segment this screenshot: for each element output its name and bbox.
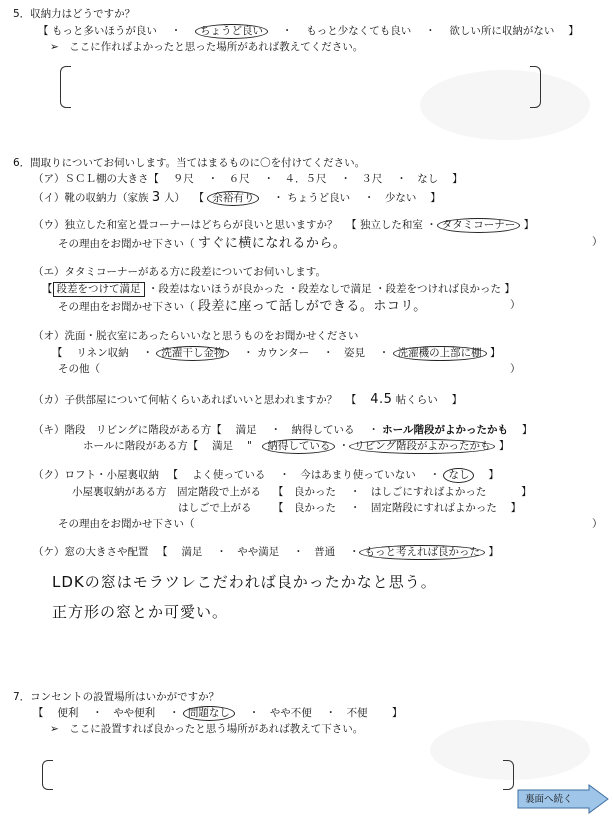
q6-a-opt-6[interactable]: ６尺: [228, 173, 250, 185]
q6-a-opt-45[interactable]: ４．５尺: [284, 173, 327, 185]
q5-title: 5．収納力はどうですか？: [13, 8, 136, 20]
q6-e-opt-step-better[interactable]: 段差をつければ良かった: [385, 283, 502, 295]
q6-ku-row3-options: 【 良かった ・ 固定階段にすればよかった 】: [273, 502, 522, 514]
q6-e-opt-no-step-satisfied[interactable]: 段差なしで満足: [298, 283, 372, 295]
q6-e-reason-row: その理由をお聞かせ下さい（ 段差に座って話しができる。ホコリ。: [58, 299, 427, 314]
q6-e-opt-step-satisfied-selected[interactable]: 段差をつけて満足: [53, 282, 145, 297]
q6-o-opt-linen[interactable]: リネン収納: [76, 347, 129, 359]
q6-ke-handwritten-line2: 正方形の窓とか可愛い。: [52, 603, 229, 621]
q5-answer-box-right: [530, 66, 541, 108]
q6-u-reason-close: ）: [592, 236, 603, 248]
q6-ki2-opt-accepting-selected[interactable]: 納得している: [262, 439, 335, 454]
q6-u-row: （ウ）独立した和室と畳コーナーはどちらが良いと思いますか？ 【 独立した和室 ・ タタミコーナー 】: [33, 219, 535, 231]
q6-ku-row2-options: 【 良かった ・ はしごにすればよかった 】: [273, 486, 532, 498]
q5-option-just-right-selected[interactable]: ちょうど良い: [195, 24, 268, 39]
q6-ka-row: （カ）子供部屋について何帖くらいあればいいと思われますか？ 【 4.5 帖くらい 】: [33, 392, 463, 407]
q7-answer-box-right: [503, 760, 514, 790]
q7-opt-somewhat-inconvenient[interactable]: やや不便: [269, 707, 312, 719]
q6-ki-opt-accepting[interactable]: 納得している: [291, 424, 355, 436]
q5-option-less[interactable]: もっと少なくても良い: [306, 25, 412, 37]
q6-ki-row2: ホールに階段がある方【 満足 " 納得している ・ リビング階段がよかったかも 】: [83, 440, 510, 452]
q6-o-other: その他（: [58, 363, 100, 375]
q6-o-opt-mirror[interactable]: 姿見: [343, 347, 365, 359]
q5-option-more[interactable]: もっと多いほうが良い: [51, 25, 157, 37]
q5-sub-question: ➢ ここに作ればよかったと思った場所があれば教えてください。: [50, 41, 364, 53]
q6-ke-row: （ケ）窓の大きさや配置 【 満足 ・ やや満足 ・ 普通 ・ もっと考えれば良かった 】: [33, 546, 499, 558]
q7-opt-somewhat-convenient[interactable]: やや便利: [113, 707, 156, 719]
q6-e-options: 【 段差をつけて満足 ・段差はないほうが良かった ・段差なしで満足 ・段差をつければ良かった 】: [42, 283, 515, 295]
q6-ku-opt-none-selected[interactable]: なし: [443, 468, 474, 483]
q6-u-reason-row: その理由をお聞かせ下さい（ すぐに横になれるから。: [58, 236, 347, 251]
q6-ku-reason-close: ）: [592, 518, 603, 530]
q6-ku-row2: 小屋裏収納がある方 固定階段で上がる: [72, 486, 261, 498]
q6-ku3-opt-fixed[interactable]: 固定階段にすればよかった: [370, 502, 497, 514]
q6-o-other-close: ）: [510, 363, 521, 375]
q6-i-row: （イ）靴の収納力（家族 3 人） 【 余裕有り ・ ちょうど良い ・ 少ない 】: [33, 190, 441, 205]
q6-ki-opt-satisfied[interactable]: 満足: [235, 424, 257, 436]
q6-ku-row: （ク）ロフト・小屋裏収納 【 よく使っている ・ 今はあまり使っていない ・ なし 】: [33, 469, 499, 481]
q6-a-opt-none[interactable]: なし: [417, 173, 439, 185]
q7-title: 7．コンセントの設置場所はいかがですか？: [13, 691, 220, 703]
q6-o-options: 【 リネン収納 ・ 洗濯干し金物 ・ カウンター ・ 姿見 ・ 洗濯機の上部に棚 】: [52, 347, 501, 359]
q6-ku2-opt-good[interactable]: 良かった: [294, 486, 336, 498]
q6-ke-opt-somewhat[interactable]: やや満足: [237, 546, 280, 558]
q6-ki2-opt-living-better-selected[interactable]: リビング階段がよかったかも: [349, 439, 495, 454]
q6-o-row: （オ）洗面・脱衣室にあったらいいなと思うものをお聞かせください: [33, 330, 359, 342]
q6-ke-opt-satisfied[interactable]: 満足: [181, 546, 203, 558]
q6-a-opt-9[interactable]: ９尺: [172, 173, 194, 185]
scan-smudge: [420, 70, 590, 140]
q5-options: 【 もっと多いほうが良い ・ ちょうど良い ・ もっと少なくても良い ・ 欲しい所に収納がない 】: [38, 25, 579, 37]
q6-a-row: （ア）ＳＣＬ棚の大きさ【 ９尺 ・ ６尺 ・ ４．５尺 ・ ３尺 ・ なし 】: [33, 173, 463, 185]
q6-o-opt-drying-selected[interactable]: 洗濯干し金物: [156, 346, 229, 361]
q6-ki-opt-hall-better[interactable]: ホール階段がよかったかも: [382, 424, 508, 436]
q6-e-handwritten-reason: 段差に座って話しができる。ホコリ。: [197, 299, 427, 314]
q6-u-opt-washitsu[interactable]: 独立した和室: [359, 219, 423, 231]
q6-i-opt-few[interactable]: 少ない: [384, 192, 417, 204]
q6-ku-row3: はしごで上がる: [178, 502, 252, 514]
q6-ke-opt-normal[interactable]: 普通: [314, 546, 336, 558]
q6-ku3-opt-good[interactable]: 良かった: [294, 502, 336, 514]
q6-ka-handwritten-size: 4.5: [370, 392, 393, 407]
q6-a-opt-3[interactable]: ３尺: [361, 173, 383, 185]
q6-o-opt-counter[interactable]: カウンター: [257, 347, 310, 359]
q6-e-row: （エ）タタミコーナーがある方に段差についてお伺いします。: [33, 266, 326, 278]
q7-sub-question: ➢ ここに設置すれば良かったと思う場所があれば教えて下さい。: [50, 723, 364, 735]
q6-i-opt-plenty-selected[interactable]: 余裕有り: [207, 191, 259, 206]
q6-i-handwritten-count: 3: [151, 190, 161, 205]
q6-ku-reason: その理由をお聞かせ下さい（: [58, 518, 195, 530]
next-page-button[interactable]: [517, 784, 609, 814]
q6-ku-opt-rarely[interactable]: 今はあまり使っていない: [300, 469, 416, 481]
q6-title: 6．間取りについてお伺いします。当てはまるものに〇を付けてください。: [13, 157, 366, 169]
q7-answer-box-left: [42, 760, 53, 790]
q6-ku2-opt-ladder[interactable]: はしごにすればよかった: [370, 486, 487, 498]
q6-e-opt-no-step-better[interactable]: 段差はないほうが良かった: [158, 283, 285, 295]
q6-ke-opt-think-more-selected[interactable]: もっと考えれば良かった: [359, 545, 485, 560]
q6-ki2-opt-satisfied[interactable]: 満足: [212, 440, 234, 452]
q7-options: 【 便利 ・ やや便利 ・ 問題なし ・ やや不便 ・ 不便 】: [33, 707, 403, 719]
q6-e-reason-close: ）: [510, 299, 521, 311]
q5-answer-box-left: [60, 66, 71, 108]
q5-option-missing[interactable]: 欲しい所に収納がない: [449, 25, 555, 37]
q6-o-opt-shelf-selected[interactable]: 洗濯機の上部に棚: [393, 346, 487, 361]
q7-opt-no-problem-selected[interactable]: 問題なし: [183, 706, 235, 721]
q6-ke-handwritten-line1: LDKの窓はモラツレこだわれば良かったかなと思う。: [52, 573, 437, 591]
q6-i-opt-just-right[interactable]: ちょうど良い: [287, 192, 351, 204]
q7-opt-inconvenient[interactable]: 不便: [346, 707, 368, 719]
q6-ku-opt-used[interactable]: よく使っている: [191, 469, 266, 481]
q6-u-opt-tatami-selected[interactable]: タタミコーナー: [437, 218, 521, 233]
q7-opt-convenient[interactable]: 便利: [57, 707, 79, 719]
q6-u-handwritten-reason: すぐに横になれるから。: [197, 236, 347, 251]
q6-ki-row: （キ）階段 リビングに階段がある方【 満足 ・ 納得している ・ ホール階段がよかったかも 】: [33, 424, 533, 436]
next-page-label: 裏面へ続く: [525, 794, 573, 805]
